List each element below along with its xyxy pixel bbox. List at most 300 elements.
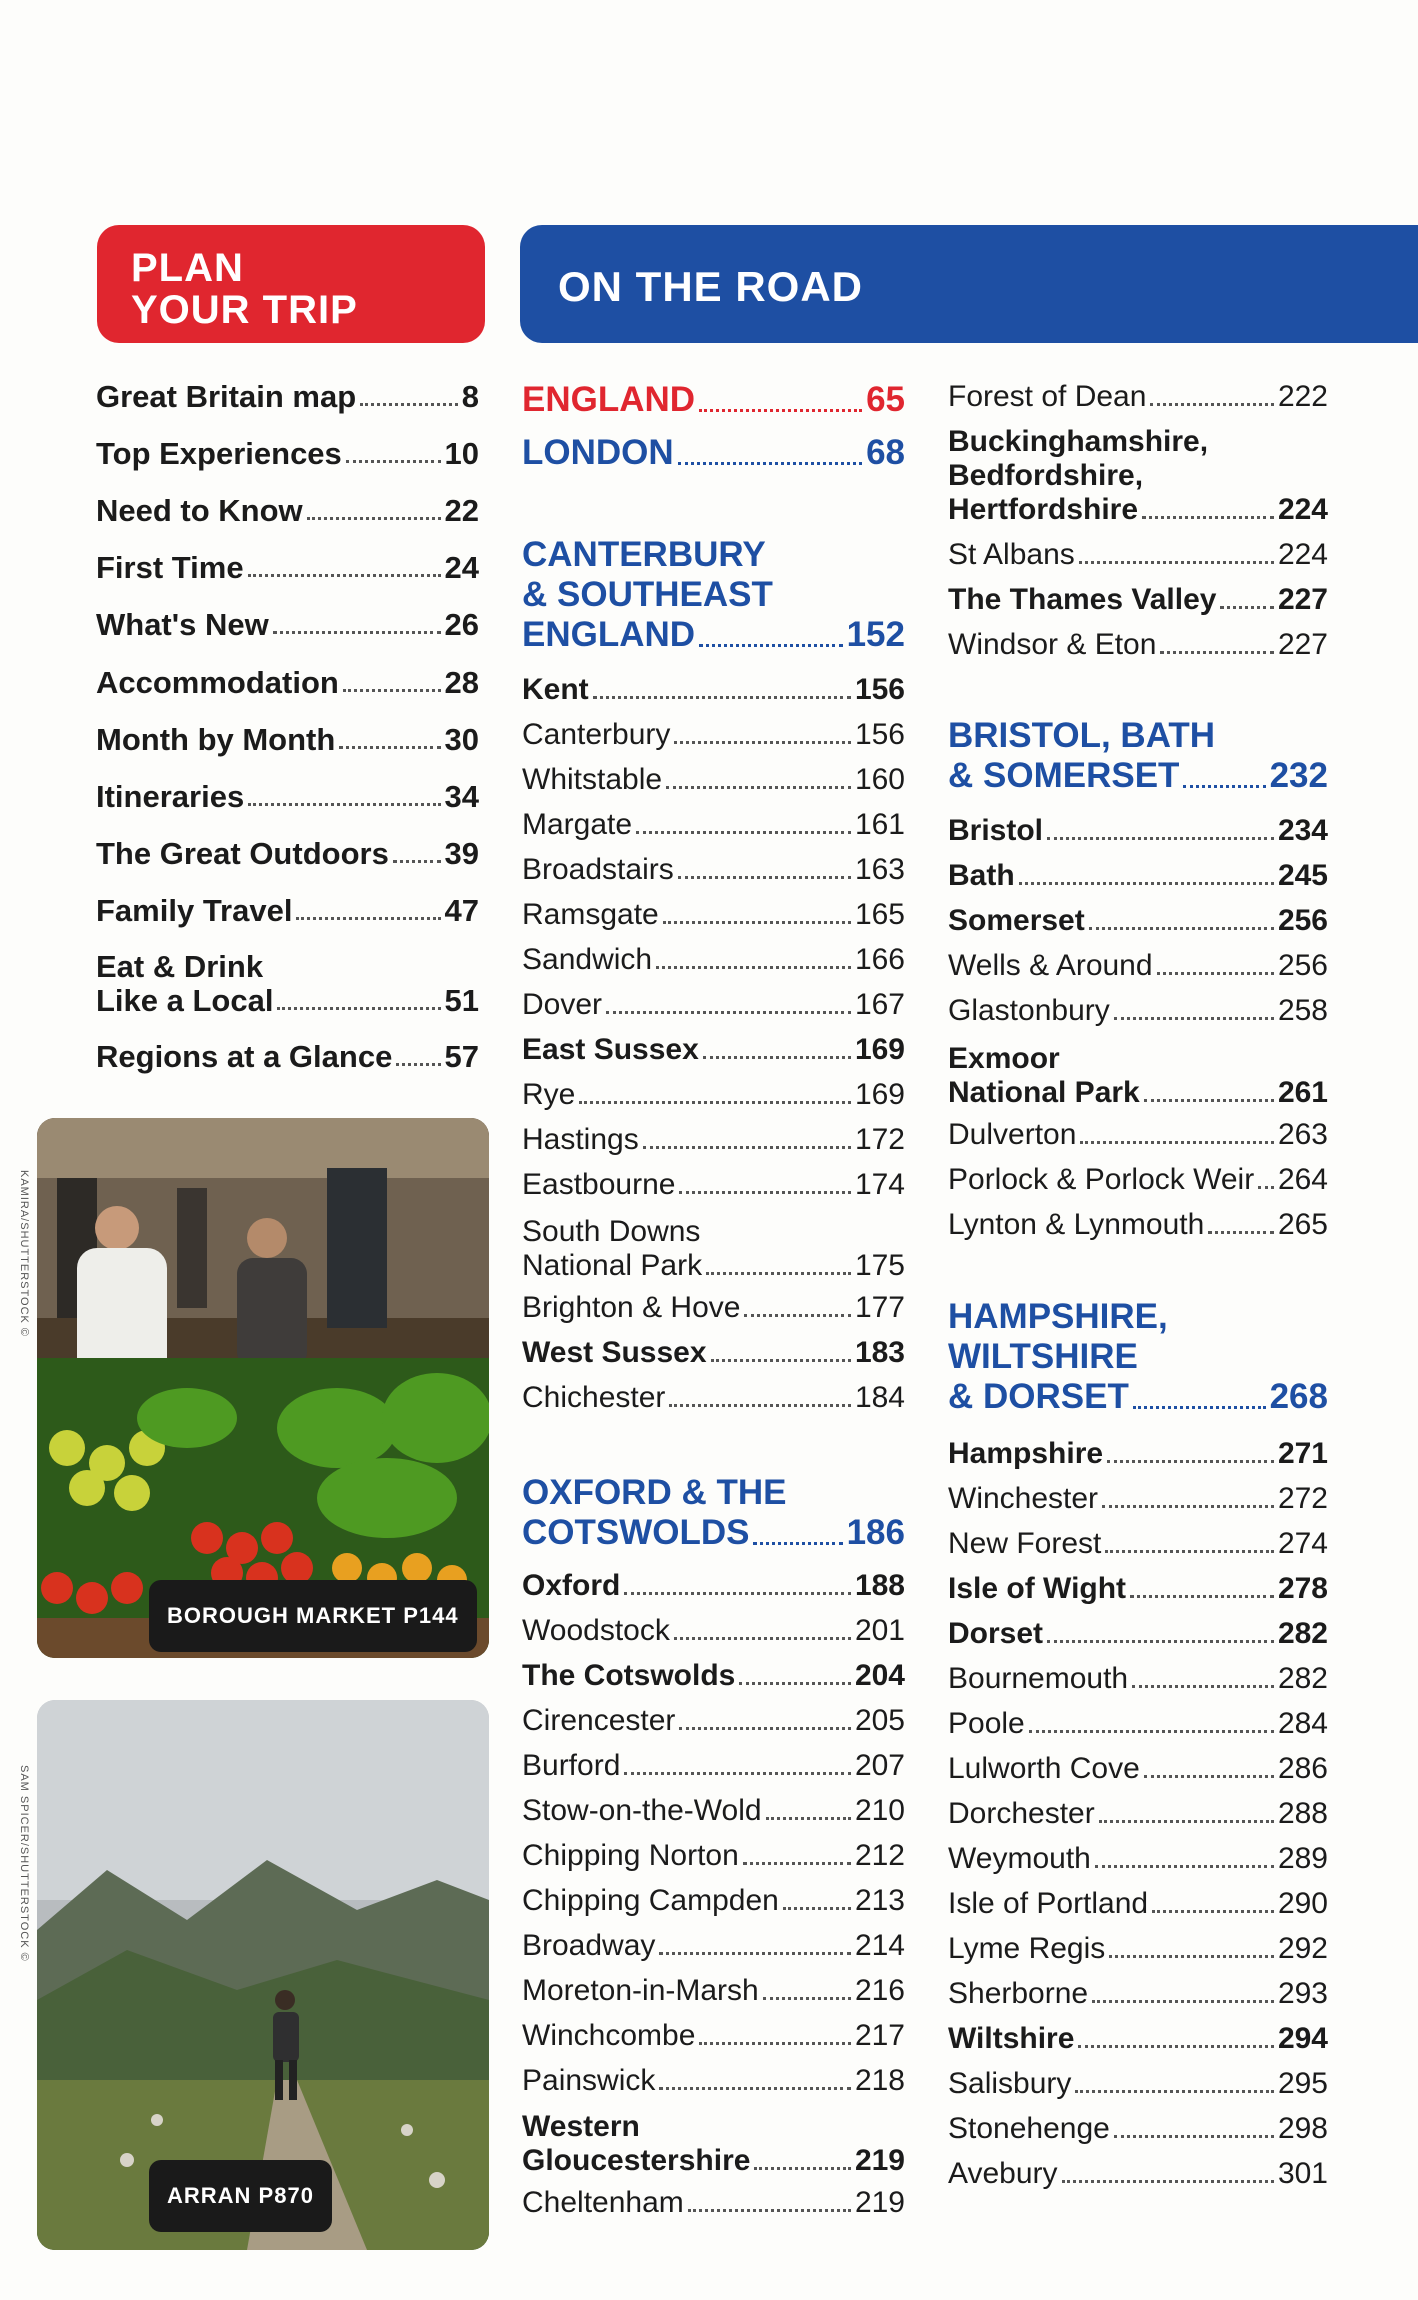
page-number: 268 (1269, 1377, 1328, 1416)
toc-entry-label: Ramsgate (522, 898, 659, 931)
toc-entry-label: Burford (522, 1749, 621, 1782)
toc-entry[interactable] (948, 380, 1328, 414)
toc-entry-label: Canterbury (522, 718, 671, 751)
page-number: 292 (1277, 1932, 1328, 1965)
toc-entry[interactable] (948, 1208, 1328, 1242)
toc-entry-label: Bournemouth (948, 1662, 1129, 1695)
page-number: 272 (1277, 1482, 1328, 1515)
toc-entry-label: HAMPSHIRE, (948, 1297, 1168, 1336)
toc-entry-label: BRISTOL, BATH (948, 716, 1216, 755)
toc-entry-label: Kent (522, 673, 589, 706)
toc-entry[interactable] (522, 1336, 905, 1370)
toc-entry-label: Isle of Wight (948, 1572, 1127, 1605)
dot-leader (624, 1590, 851, 1595)
dot-leader (1160, 649, 1274, 654)
toc-entry[interactable] (522, 1123, 905, 1157)
toc-entry-label: Eastbourne (522, 1168, 676, 1201)
dot-leader (1150, 401, 1274, 406)
toc-entry[interactable] (948, 538, 1328, 572)
toc-entry[interactable] (948, 1932, 1328, 1966)
toc-entry[interactable] (522, 763, 905, 797)
toc-entry[interactable] (948, 1118, 1328, 1152)
toc-entry[interactable] (96, 780, 479, 814)
dot-leader (703, 1054, 851, 1059)
dot-leader (1105, 1548, 1274, 1553)
toc-entry[interactable] (948, 1842, 1328, 1876)
toc-entry-label: Wells & Around (948, 949, 1153, 982)
toc-entry[interactable] (96, 1040, 479, 1074)
toc-entry[interactable] (522, 1884, 905, 1918)
dot-leader (277, 1005, 440, 1010)
dot-leader (739, 1680, 851, 1685)
dot-leader (1183, 783, 1265, 788)
toc-entry-label: Isle of Portland (948, 1887, 1149, 1920)
toc-entry-label: Porlock & Porlock Weir (948, 1163, 1255, 1196)
toc-entry-label: Cheltenham (522, 2186, 684, 2219)
page-number: 186 (846, 1513, 905, 1552)
toc-entry[interactable] (522, 1839, 905, 1873)
toc-entry[interactable] (948, 1437, 1328, 1471)
dot-leader (1079, 559, 1274, 564)
toc-entry-label: Hastings (522, 1123, 639, 1156)
toc-entry-label: & SOUTHEAST (522, 575, 773, 614)
page-number: 183 (854, 1336, 905, 1369)
toc-entry[interactable] (948, 425, 1328, 527)
page-number: 10 (444, 436, 479, 471)
toc-entry[interactable] (948, 2112, 1328, 2146)
page-number: 188 (854, 1569, 905, 1602)
page-number: 8 (461, 379, 479, 414)
toc-entry-label: Woodstock (522, 1614, 670, 1647)
toc-entry-label: OXFORD & THE (522, 1473, 787, 1512)
page-number: 290 (1277, 1887, 1328, 1920)
dot-leader (1078, 2043, 1274, 2048)
page-number: 163 (854, 853, 905, 886)
toc-entry[interactable] (948, 1797, 1328, 1831)
toc-entry[interactable] (522, 2064, 905, 2098)
toc-entry[interactable] (948, 1752, 1328, 1786)
dot-leader (393, 858, 441, 863)
toc-entry[interactable] (522, 1291, 905, 1325)
page-number: 24 (444, 550, 479, 585)
page-number: 217 (854, 2019, 905, 2052)
dot-leader (1107, 1458, 1274, 1463)
borough-market-photo (37, 1118, 489, 1658)
toc-entry-label: Oxford (522, 1569, 621, 1602)
plan-your-trip-tab (97, 225, 485, 343)
page-number: 28 (444, 665, 479, 700)
toc-entry-label: Buckinghamshire, (948, 425, 1209, 458)
toc-entry-label: The Thames Valley (948, 583, 1217, 616)
dot-leader (296, 915, 440, 920)
page-number: 51 (444, 983, 479, 1018)
toc-entry[interactable] (522, 808, 905, 842)
toc-entry[interactable] (522, 1569, 905, 1603)
dot-leader (1080, 1139, 1274, 1144)
page-number: 161 (854, 808, 905, 841)
dot-leader (1095, 1863, 1274, 1868)
page-number: 264 (1277, 1163, 1328, 1196)
borough-market-caption: BOROUGH MARKET P144 (149, 1580, 477, 1652)
page-number: 282 (1277, 1617, 1328, 1650)
dot-leader (706, 1270, 851, 1275)
page-number: 284 (1277, 1707, 1328, 1740)
toc-entry[interactable] (96, 950, 479, 1018)
page-number: 278 (1277, 1572, 1328, 1605)
dot-leader (699, 407, 862, 412)
dot-leader (679, 1189, 850, 1194)
page-number: 295 (1277, 2067, 1328, 2100)
page-number: 22 (444, 493, 479, 528)
toc-entry-label: Bath (948, 859, 1015, 892)
toc-entry[interactable] (522, 1168, 905, 1202)
dot-leader (624, 1770, 851, 1775)
dot-leader (1047, 1638, 1274, 1643)
page-number: 256 (1277, 949, 1328, 982)
dot-leader (1133, 1404, 1266, 1409)
toc-entry-label: First Time (96, 550, 244, 585)
toc-entry[interactable] (522, 1749, 905, 1783)
toc-entry[interactable] (522, 1473, 905, 1553)
page-number: 214 (854, 1929, 905, 1962)
dot-leader (1109, 1953, 1274, 1958)
dot-leader (1157, 970, 1274, 975)
toc-entry-label: Dulverton (948, 1118, 1077, 1151)
toc-entry[interactable] (522, 1704, 905, 1738)
toc-entry-label: Forest of Dean (948, 380, 1147, 413)
toc-entry-label: & SOMERSET (948, 756, 1180, 795)
dot-leader (711, 1357, 851, 1362)
toc-entry-label: Winchester (948, 1482, 1099, 1515)
dot-leader (273, 629, 441, 634)
toc-entry[interactable] (948, 583, 1328, 617)
page-number: 184 (854, 1381, 905, 1414)
toc-entry-label: Chipping Campden (522, 1884, 779, 1917)
dot-leader (579, 1099, 851, 1104)
toc-entry[interactable] (948, 949, 1328, 983)
toc-entry-label: Weymouth (948, 1842, 1091, 1875)
toc-entry-label: Bristol (948, 814, 1044, 847)
toc-entry[interactable] (522, 1614, 905, 1648)
toc-entry[interactable] (522, 1033, 905, 1067)
dot-leader (688, 2207, 851, 2212)
toc-entry-label: Dover (522, 988, 603, 1021)
toc-entry[interactable] (948, 1887, 1328, 1921)
page-number: 160 (854, 763, 905, 796)
toc-entry[interactable] (96, 437, 479, 471)
toc-entry[interactable] (96, 380, 479, 414)
dot-leader (1114, 2133, 1274, 2138)
page-number: 174 (854, 1168, 905, 1201)
toc-entry-label: Windsor & Eton (948, 628, 1157, 661)
toc-entry[interactable] (948, 1662, 1328, 1696)
page-number: 219 (854, 2186, 905, 2219)
toc-entry-label: Family Travel (96, 893, 293, 928)
toc-entry-label: Cirencester (522, 1704, 676, 1737)
dot-leader (606, 1009, 851, 1014)
toc-entry[interactable] (948, 1297, 1328, 1417)
page-number: 298 (1277, 2112, 1328, 2145)
toc-entry[interactable] (96, 666, 479, 700)
dot-leader (360, 401, 458, 406)
toc-entry-label: Wiltshire (948, 2022, 1075, 2055)
toc-entry-label: The Cotswolds (522, 1659, 736, 1692)
dot-leader (783, 1905, 851, 1910)
page-number: 175 (854, 1249, 905, 1282)
page-number: 289 (1277, 1842, 1328, 1875)
page-number: 219 (854, 2144, 905, 2177)
page-number: 212 (854, 1839, 905, 1872)
dot-leader (766, 1815, 851, 1820)
page-number: 26 (444, 607, 479, 642)
toc-entry[interactable] (522, 673, 905, 707)
toc-entry-label: Winchcombe (522, 2019, 696, 2052)
dot-leader (1102, 1503, 1274, 1508)
page-number: 39 (444, 836, 479, 871)
toc-entry[interactable] (96, 894, 479, 928)
page-number: 156 (854, 718, 905, 751)
toc-entry[interactable] (522, 1381, 905, 1415)
market-photo-credit: KAMIRA/SHUTTERSTOCK © (18, 1170, 30, 1338)
dot-leader (659, 1950, 851, 1955)
toc-entry-label: Chipping Norton (522, 1839, 739, 1872)
page-number: 218 (854, 2064, 905, 2097)
toc-entry[interactable] (948, 2157, 1328, 2191)
dot-leader (339, 744, 440, 749)
page-number: 156 (854, 673, 905, 706)
toc-entry[interactable] (948, 1042, 1328, 1110)
toc-entry[interactable] (948, 994, 1328, 1028)
page-number: 210 (854, 1794, 905, 1827)
toc-entry-label: Accommodation (96, 665, 339, 700)
toc-entry-label: National Park (522, 1249, 703, 1282)
toc-entry-label: Gloucestershire (522, 2144, 751, 2177)
toc-entry[interactable] (948, 859, 1328, 893)
page-number: 201 (854, 1614, 905, 1647)
dot-leader (1089, 925, 1274, 930)
toc-entry[interactable] (522, 718, 905, 752)
plan-tab-line2: YOUR TRIP (131, 288, 358, 332)
page-number: 165 (854, 898, 905, 931)
toc-entry-label: Like a Local (96, 983, 274, 1018)
page-number: 213 (854, 1884, 905, 1917)
page-number: 167 (854, 988, 905, 1021)
page-number: 294 (1277, 2022, 1328, 2055)
toc-entry[interactable] (522, 988, 905, 1022)
dot-leader (743, 1860, 851, 1865)
toc-entry[interactable] (96, 837, 479, 871)
dot-leader (1047, 835, 1274, 840)
dot-leader (1144, 1773, 1274, 1778)
toc-entry[interactable] (96, 608, 479, 642)
page-number: 263 (1277, 1118, 1328, 1151)
page-number: 152 (846, 615, 905, 654)
page-number: 68 (866, 433, 905, 472)
toc-entry-label: COTSWOLDS (522, 1513, 750, 1552)
toc-entry[interactable] (522, 1929, 905, 1963)
toc-entry-label: The Great Outdoors (96, 836, 389, 871)
toc-entry-label: Bedfordshire, (948, 459, 1144, 492)
dot-leader (248, 572, 441, 577)
toc-entry-label: Margate (522, 808, 633, 841)
toc-entry-label: Stonehenge (948, 2112, 1110, 2145)
toc-entry[interactable] (948, 1482, 1328, 1516)
toc-entry[interactable] (522, 535, 905, 655)
toc-entry[interactable] (948, 1163, 1328, 1197)
toc-entry[interactable] (948, 1617, 1328, 1651)
dot-leader (1075, 2088, 1274, 2093)
dot-leader (1114, 1015, 1274, 1020)
page-number: 30 (444, 722, 479, 757)
toc-entry[interactable] (522, 1659, 905, 1693)
page-number: 258 (1277, 994, 1328, 1027)
toc-entry-label: Salisbury (948, 2067, 1072, 2100)
arran-caption: ARRAN P870 (149, 2160, 332, 2232)
toc-entry[interactable] (948, 1572, 1328, 1606)
dot-leader (656, 964, 851, 969)
toc-entry[interactable] (948, 904, 1328, 938)
toc-entry[interactable] (948, 1527, 1328, 1561)
toc-entry[interactable] (522, 2110, 905, 2178)
toc-entry-label: Moreton-in-Marsh (522, 1974, 759, 2007)
dot-leader (678, 874, 851, 879)
on-the-road-tab (520, 225, 1418, 343)
dot-leader (669, 1402, 851, 1407)
page-number: 34 (444, 779, 479, 814)
toc-entry[interactable] (96, 494, 479, 528)
page-number: 169 (854, 1033, 905, 1066)
toc-entry-label: South Downs (522, 1215, 701, 1248)
dot-leader (1099, 1818, 1274, 1823)
toc-entry[interactable] (948, 628, 1328, 662)
toc-entry[interactable] (948, 1977, 1328, 2011)
toc-entry[interactable] (522, 898, 905, 932)
dot-leader (1152, 1908, 1274, 1913)
page-number: 271 (1277, 1437, 1328, 1470)
toc-entry[interactable] (948, 814, 1328, 848)
page-number: 205 (854, 1704, 905, 1737)
toc-entry-label: Dorchester (948, 1797, 1095, 1830)
toc-entry-label: Stow-on-the-Wold (522, 1794, 762, 1827)
dot-leader (674, 739, 851, 744)
toc-entry[interactable] (522, 433, 905, 473)
dot-leader (1130, 1593, 1274, 1598)
arran-photo-credit: SAM SPICER/SHUTTERSTOCK © (18, 1765, 30, 1962)
toc-entry[interactable] (522, 1078, 905, 1112)
dot-leader (346, 458, 441, 463)
toc-entry-label: ENGLAND (522, 615, 696, 654)
toc-entry-label: Sherborne (948, 1977, 1089, 2010)
page-number: 216 (854, 1974, 905, 2007)
dot-leader (1029, 1728, 1274, 1733)
toc-entry[interactable] (522, 1794, 905, 1828)
toc-entry-label: New Forest (948, 1527, 1102, 1560)
toc-entry-label: What's New (96, 607, 269, 642)
toc-entry-label: Lyme Regis (948, 1932, 1106, 1965)
toc-entry-label: Great Britain map (96, 379, 357, 414)
dot-leader (643, 1144, 851, 1149)
dot-leader (1132, 1683, 1274, 1688)
toc-entry[interactable] (948, 2022, 1328, 2056)
toc-entry-label: Sandwich (522, 943, 653, 976)
dot-leader (636, 829, 851, 834)
toc-entry[interactable] (948, 716, 1328, 796)
toc-entry[interactable] (522, 1215, 905, 1283)
dot-leader (659, 2085, 851, 2090)
toc-entry-label: Lulworth Cove (948, 1752, 1140, 1785)
toc-entry[interactable] (522, 943, 905, 977)
dot-leader (744, 1312, 850, 1317)
toc-entry[interactable] (522, 380, 905, 420)
toc-entry-label: Lynton & Lynmouth (948, 1208, 1205, 1241)
toc-entry-label: Top Experiences (96, 436, 342, 471)
toc-entry-label: Regions at a Glance (96, 1039, 393, 1074)
dot-leader (248, 801, 440, 806)
toc-entry-label: East Sussex (522, 1033, 699, 1066)
toc-entry[interactable] (522, 853, 905, 887)
page-number: 57 (444, 1039, 479, 1074)
dot-leader (593, 694, 851, 699)
toc-entry-label: Dorset (948, 1617, 1044, 1650)
page-number: 207 (854, 1749, 905, 1782)
dot-leader (343, 687, 441, 692)
dot-leader (396, 1061, 440, 1066)
page-number: 301 (1277, 2157, 1328, 2190)
toc-entry-label: Rye (522, 1078, 576, 1111)
dot-leader (1258, 1184, 1274, 1189)
dot-leader (1092, 1998, 1274, 2003)
toc-entry-label: Glastonbury (948, 994, 1110, 1027)
toc-entry-label: Exmoor (948, 1042, 1060, 1075)
dot-leader (1142, 514, 1274, 519)
toc-entry-label: Chichester (522, 1381, 666, 1414)
toc-entry-label: Brighton & Hove (522, 1291, 741, 1324)
on-the-road-title: ON THE ROAD (558, 263, 863, 310)
toc-entry[interactable] (522, 2186, 905, 2220)
dot-leader (699, 2040, 851, 2045)
page-number: 222 (1277, 380, 1328, 413)
page-number: 245 (1277, 859, 1328, 892)
toc-entry-label: Broadstairs (522, 853, 674, 886)
toc-entry-label: Itineraries (96, 779, 245, 814)
page-number: 227 (1277, 628, 1328, 661)
toc-entry-label: & DORSET (948, 1377, 1129, 1416)
toc-entry[interactable] (948, 1707, 1328, 1741)
page-number: 261 (1277, 1076, 1328, 1109)
toc-entry[interactable] (96, 551, 479, 585)
page-number: 166 (854, 943, 905, 976)
page-number: 282 (1277, 1662, 1328, 1695)
toc-entry-label: CANTERBURY (522, 535, 766, 574)
dot-leader (754, 2165, 851, 2170)
dot-leader (1220, 604, 1273, 609)
page-number: 256 (1277, 904, 1328, 937)
toc-entry-label: Broadway (522, 1929, 656, 1962)
toc-entry-label: Whitstable (522, 763, 663, 796)
toc-entry-label: Hertfordshire (948, 493, 1139, 526)
plan-tab-line1: PLAN (131, 246, 244, 290)
page-number: 47 (444, 893, 479, 928)
dot-leader (699, 642, 843, 647)
toc-entry[interactable] (522, 2019, 905, 2053)
toc-entry[interactable] (948, 2067, 1328, 2101)
toc-entry[interactable] (522, 1974, 905, 2008)
page-number: 288 (1277, 1797, 1328, 1830)
toc-entry-label: West Sussex (522, 1336, 707, 1369)
page-number: 293 (1277, 1977, 1328, 2010)
toc-entry[interactable] (96, 723, 479, 757)
toc-entry-label: Western (522, 2110, 640, 2143)
